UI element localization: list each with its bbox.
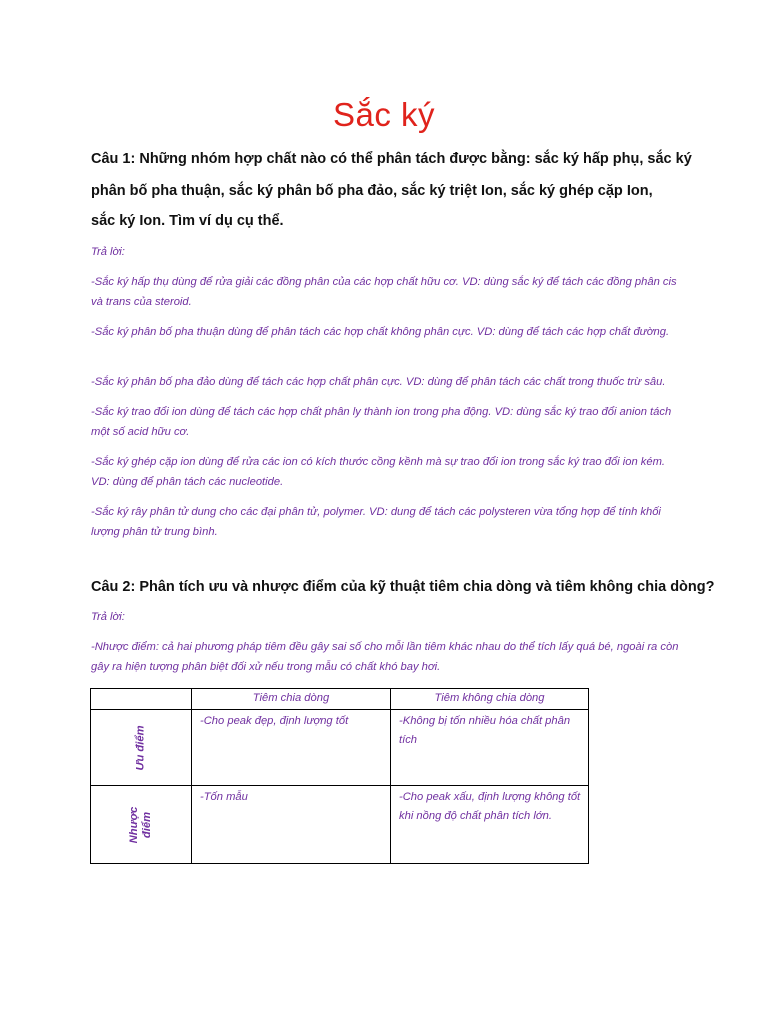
table-row [91, 710, 589, 786]
comparison-table [90, 688, 589, 864]
answer-1-paragraph: -Sắc ký trao đổi ion dùng để tách các hợp chất phân ly thành ion trong pha động. VD: dùng sắc ký trao đổi anion tách một số acid hữu cơ. [91, 406, 672, 438]
table-header-splitless: Tiêm không chia dòng [391, 689, 589, 710]
page-title: Sắc ký [332, 96, 436, 133]
row-label-line: điểm [141, 811, 153, 838]
table-cell: -Tốn mẫu [192, 786, 391, 864]
question-2: Câu 2: Phân tích ưu và nhược điểm của kỹ thuật tiêm chia dòng và tiêm không chia dòng? [91, 579, 715, 595]
answer-2-paragraph: -Nhược điểm: cả hai phương pháp tiêm đều gây sai số cho mỗi lần tiêm khác nhau do thể tích lấy quá bé, ngoài ra còn gây ra hiện tượng phân biệt đối xử nếu trong mẫu có chất khó bay hơi. [91, 641, 679, 673]
answer-label-2: Trả lời: [91, 611, 125, 623]
row-label: Ưu điểm [134, 724, 147, 771]
question-1-line-2: phân bố pha thuận, sắc ký phân bố pha đảo, sắc ký triệt Ion, sắc ký ghép cặp Ion, [91, 183, 653, 199]
answer-1-paragraph: -Sắc ký rây phân tử dung cho các đại phân tử, polymer. VD: dung để tách các polysteren vừa tổng hợp để tính khối lượng phân tử trung bình. [91, 506, 661, 538]
question-1-line-3: sắc ký Ion. Tìm ví dụ cụ thể. [91, 213, 284, 229]
table-cell: -Không bị tốn nhiều hóa chất phân tích [391, 710, 589, 786]
row-header-advantages [91, 710, 192, 786]
row-label [128, 806, 154, 843]
table-header-split: Tiêm chia dòng [192, 689, 391, 710]
question-1-line-1: Câu 1: Những nhóm hợp chất nào có thể phân tách được bằng: sắc ký hấp phụ, sắc ký [91, 151, 692, 167]
row-label-line: Nhược [128, 806, 140, 843]
table-header-empty [91, 689, 192, 710]
answer-label-1: Trả lời: [91, 246, 125, 258]
table-cell: -Cho peak xấu, định lượng không tốt khi nồng độ chất phân tích lớn. [391, 786, 589, 864]
answer-1-paragraph: -Sắc ký ghép cặp ion dùng để rửa các ion có kích thước cồng kềnh mà sự trao đổi ion trong sắc ký trao đổi ion kém. VD: dùng để phân tách các nucleotide. [91, 456, 666, 488]
row-header-disadvantages [91, 786, 192, 864]
table-cell: -Cho peak đẹp, định lượng tốt [192, 710, 391, 786]
answer-1-paragraph: -Sắc ký phân bố pha thuận dùng để phân tách các hợp chất không phân cực. VD: dùng để tách các hợp chất đường. [91, 326, 670, 338]
table-row [91, 786, 589, 864]
answer-1-paragraph: -Sắc ký phân bố pha đảo dùng để tách các hợp chất phân cực. VD: dùng để phân tách các chất trong thuốc trừ sâu. [91, 376, 666, 388]
answer-1-paragraph: -Sắc ký hấp thụ dùng để rửa giải các đồng phân của các hợp chất hữu cơ. VD: dùng sắc ký để tách các đồng phân cis và trans của steroid. [91, 276, 677, 308]
